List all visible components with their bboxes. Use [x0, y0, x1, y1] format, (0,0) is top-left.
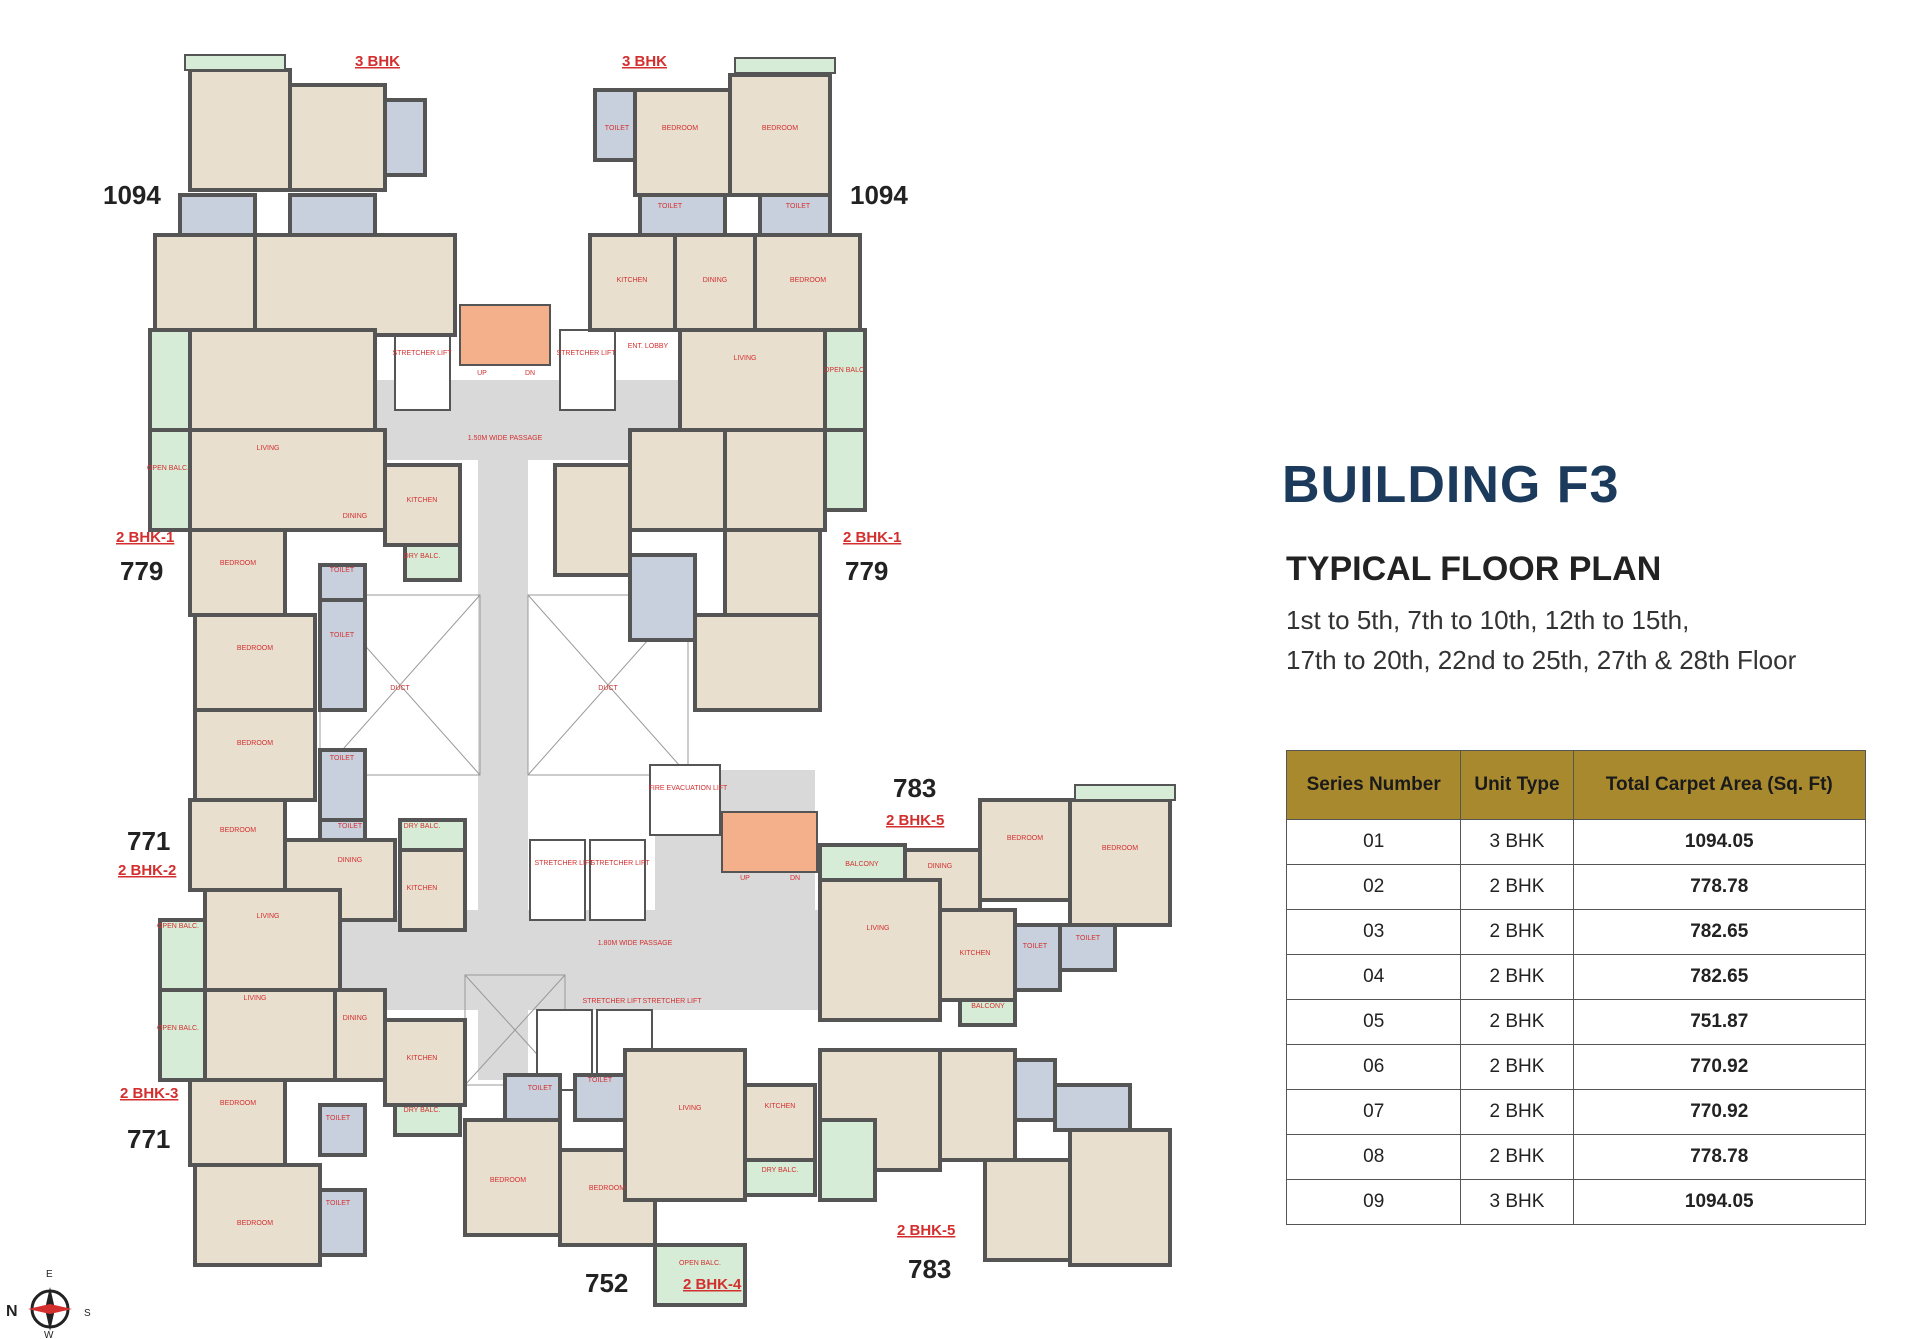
carpet-area-cell: 1094.05: [1573, 820, 1866, 865]
svg-text:OPEN BALC.: OPEN BALC.: [156, 1025, 200, 1032]
series-cell: 02: [1287, 865, 1461, 910]
svg-text:ENT. LOBBY: ENT. LOBBY: [627, 343, 669, 350]
column-header-unit-type: Unit Type: [1461, 751, 1573, 820]
svg-text:LIVING: LIVING: [243, 995, 267, 1002]
series-cell: 07: [1287, 1090, 1461, 1135]
svg-text:LIVING: LIVING: [866, 925, 890, 932]
plan-subtitle: TYPICAL FLOOR PLAN: [1286, 550, 1662, 588]
area-label-771-b: 771: [127, 1124, 171, 1154]
svg-text:LIVING: LIVING: [256, 445, 280, 452]
series-cell: 06: [1287, 1045, 1461, 1090]
svg-text:UP: UP: [477, 370, 487, 377]
svg-text:LIVING: LIVING: [256, 913, 280, 920]
svg-text:BEDROOM: BEDROOM: [761, 125, 799, 132]
svg-text:OPEN BALC.: OPEN BALC.: [146, 465, 190, 472]
unit-2bhk-3-left: [160, 990, 465, 1265]
unit-type-cell: 2 BHK: [1461, 1135, 1573, 1180]
carpet-area-cell: 770.92: [1573, 1045, 1866, 1090]
svg-text:BEDROOM: BEDROOM: [1006, 835, 1044, 842]
svg-text:KITCHEN: KITCHEN: [616, 277, 648, 284]
unit-2bhk-1-left: [150, 430, 460, 710]
svg-text:STRETCHER LIFT: STRETCHER LIFT: [556, 350, 616, 357]
unit-type-cell: 3 BHK: [1461, 820, 1573, 865]
svg-text:TOILET: TOILET: [329, 755, 355, 762]
carpet-area-cell: 751.87: [1573, 1000, 1866, 1045]
unit-type-cell: 2 BHK: [1461, 865, 1573, 910]
carpet-area-table: [1286, 750, 1866, 1225]
svg-text:DRY BALC.: DRY BALC.: [403, 553, 441, 560]
svg-text:BEDROOM: BEDROOM: [789, 277, 827, 284]
table-row: [1287, 865, 1866, 910]
table-row: [1287, 1090, 1866, 1135]
svg-text:DRY BALC.: DRY BALC.: [403, 1107, 441, 1114]
svg-text:TOILET: TOILET: [325, 1200, 351, 1207]
svg-text:STRETCHER LIFT: STRETCHER LIFT: [534, 860, 594, 867]
area-label-752: 752: [585, 1268, 629, 1298]
series-cell: 05: [1287, 1000, 1461, 1045]
floor-list-line-2: 17th to 20th, 22nd to 25th, 27th & 28th Floor: [1286, 645, 1797, 675]
svg-text:TOILET: TOILET: [1075, 935, 1101, 942]
svg-text:DN: DN: [789, 875, 801, 882]
series-cell: 03: [1287, 910, 1461, 955]
svg-text:TOILET: TOILET: [527, 1085, 553, 1092]
svg-text:BEDROOM: BEDROOM: [236, 1220, 274, 1227]
column-header-series: Series Number: [1287, 751, 1461, 820]
svg-text:TOILET: TOILET: [785, 203, 811, 210]
svg-text:E: E: [46, 1269, 53, 1280]
balcony-right-top: [1075, 785, 1175, 800]
svg-text:KITCHEN: KITCHEN: [406, 1055, 438, 1062]
svg-text:TOILET: TOILET: [329, 632, 355, 639]
column-header-carpet-area: Total Carpet Area (Sq. Ft): [1573, 751, 1866, 820]
svg-text:DINING: DINING: [342, 513, 368, 520]
svg-text:DINING: DINING: [342, 1015, 368, 1022]
svg-text:N: N: [6, 1303, 18, 1320]
svg-text:TOILET: TOILET: [657, 203, 683, 210]
stair-bottom: [722, 812, 817, 872]
area-label-1094-right: 1094: [850, 180, 908, 210]
svg-text:BEDROOM: BEDROOM: [236, 645, 274, 652]
balcony-top-left: [185, 55, 285, 70]
table-header-row: [1287, 751, 1866, 820]
svg-text:LIVING: LIVING: [678, 1105, 702, 1112]
stair-top: [460, 305, 550, 365]
svg-text:DRY BALC.: DRY BALC.: [403, 823, 441, 830]
svg-text:TOILET: TOILET: [604, 125, 630, 132]
area-label-783-top: 783: [893, 773, 937, 803]
carpet-area-cell: 770.92: [1573, 1090, 1866, 1135]
unit-2bhk-5-right: [820, 800, 1170, 1025]
svg-text:KITCHEN: KITCHEN: [764, 1103, 796, 1110]
unit-type-cell: 2 BHK: [1461, 910, 1573, 955]
svg-text:TOILET: TOILET: [1022, 943, 1048, 950]
balcony-top-right: [735, 58, 835, 73]
table-row: [1287, 955, 1866, 1000]
svg-text:1.80M WIDE PASSAGE: 1.80M WIDE PASSAGE: [597, 940, 673, 947]
unit-label-2bhk-1-right: 2 BHK-1: [843, 529, 902, 546]
svg-text:1.50M WIDE PASSAGE: 1.50M WIDE PASSAGE: [467, 435, 543, 442]
svg-text:BEDROOM: BEDROOM: [236, 740, 274, 747]
carpet-area-cell: 1094.05: [1573, 1180, 1866, 1225]
svg-text:TOILET: TOILET: [337, 823, 363, 830]
unit-2bhk-5-bottom-right: [820, 1050, 1170, 1265]
table-row: [1287, 1180, 1866, 1225]
unit-label-2bhk-1-left: 2 BHK-1: [116, 529, 175, 546]
unit-label-3bhk-left: 3 BHK: [355, 53, 401, 70]
unit-type-cell: 3 BHK: [1461, 1180, 1573, 1225]
svg-text:BEDROOM: BEDROOM: [219, 560, 257, 567]
svg-text:BEDROOM: BEDROOM: [219, 1100, 257, 1107]
table-row: [1287, 1135, 1866, 1180]
table-row: [1287, 910, 1866, 955]
unit-type-cell: 2 BHK: [1461, 1045, 1573, 1090]
series-cell: 01: [1287, 820, 1461, 865]
area-label-779-left: 779: [120, 556, 164, 586]
series-cell: 08: [1287, 1135, 1461, 1180]
svg-text:DINING: DINING: [702, 277, 728, 284]
unit-type-cell: 2 BHK: [1461, 1090, 1573, 1135]
area-label-783-bottom: 783: [908, 1254, 952, 1284]
svg-text:STRETCHER LIFT: STRETCHER LIFT: [582, 998, 642, 1005]
svg-text:BEDROOM: BEDROOM: [1101, 845, 1139, 852]
svg-text:KITCHEN: KITCHEN: [959, 950, 991, 957]
unit-type-cell: 2 BHK: [1461, 955, 1573, 1000]
svg-text:BEDROOM: BEDROOM: [489, 1177, 527, 1184]
series-cell: 09: [1287, 1180, 1461, 1225]
svg-text:TOILET: TOILET: [587, 1077, 613, 1084]
unit-label-2bhk-4: 2 BHK-4: [683, 1276, 742, 1293]
svg-text:OPEN BALC.: OPEN BALC.: [156, 923, 200, 930]
unit-label-2bhk-5-bottom: 2 BHK-5: [897, 1222, 956, 1239]
svg-text:BEDROOM: BEDROOM: [588, 1185, 626, 1192]
carpet-area-cell: 778.78: [1573, 865, 1866, 910]
svg-text:DN: DN: [524, 370, 536, 377]
unit-3bhk-top-right: [590, 75, 865, 430]
carpet-area-cell: 778.78: [1573, 1135, 1866, 1180]
svg-text:DINING: DINING: [337, 857, 363, 864]
table-row: [1287, 820, 1866, 865]
carpet-area-cell: 782.65: [1573, 910, 1866, 955]
unit-label-2bhk-5-top: 2 BHK-5: [886, 812, 945, 829]
svg-text:UP: UP: [740, 875, 750, 882]
table-row: [1287, 1045, 1866, 1090]
area-label-771-a: 771: [127, 826, 171, 856]
svg-text:STRETCHER LIFT: STRETCHER LIFT: [642, 998, 702, 1005]
svg-text:LIVING: LIVING: [733, 355, 757, 362]
svg-text:KITCHEN: KITCHEN: [406, 497, 438, 504]
svg-text:DINING: DINING: [927, 863, 953, 870]
table-row: [1287, 1000, 1866, 1045]
compass-icon: [0, 1262, 100, 1339]
unit-type-cell: 2 BHK: [1461, 1000, 1573, 1045]
svg-text:BEDROOM: BEDROOM: [661, 125, 699, 132]
floor-list: [1286, 600, 1796, 680]
area-label-779-right: 779: [845, 556, 889, 586]
svg-text:STRETCHER LIFT: STRETCHER LIFT: [392, 350, 452, 357]
carpet-area-cell: 782.65: [1573, 955, 1866, 1000]
svg-text:OPEN BALC.: OPEN BALC.: [823, 367, 867, 374]
svg-text:TOILET: TOILET: [325, 1115, 351, 1122]
svg-text:BALCONY: BALCONY: [971, 1003, 1005, 1010]
unit-label-2bhk-3: 2 BHK-3: [120, 1085, 179, 1102]
svg-text:DUCT: DUCT: [390, 685, 410, 692]
floor-list-line-1: 1st to 5th, 7th to 10th, 12th to 15th,: [1286, 605, 1690, 635]
area-label-1094-left: 1094: [103, 180, 161, 210]
unit-label-3bhk-right: 3 BHK: [622, 53, 668, 70]
svg-text:KITCHEN: KITCHEN: [406, 885, 438, 892]
svg-text:STRETCHER LIFT: STRETCHER LIFT: [590, 860, 650, 867]
svg-text:W: W: [44, 1330, 54, 1339]
svg-text:OPEN BALC.: OPEN BALC.: [678, 1260, 722, 1267]
svg-text:S: S: [84, 1308, 91, 1319]
svg-text:DRY BALC.: DRY BALC.: [761, 1167, 799, 1174]
unit-label-2bhk-2: 2 BHK-2: [118, 862, 177, 879]
svg-text:DUCT: DUCT: [598, 685, 618, 692]
unit-2bhk-1-right: [555, 430, 865, 710]
svg-text:FIRE EVACUATION LIFT: FIRE EVACUATION LIFT: [648, 785, 728, 792]
svg-text:TOILET: TOILET: [329, 567, 355, 574]
series-cell: 04: [1287, 955, 1461, 1000]
building-title: BUILDING F3: [1282, 456, 1620, 514]
svg-text:BEDROOM: BEDROOM: [219, 827, 257, 834]
svg-text:BALCONY: BALCONY: [845, 861, 879, 868]
